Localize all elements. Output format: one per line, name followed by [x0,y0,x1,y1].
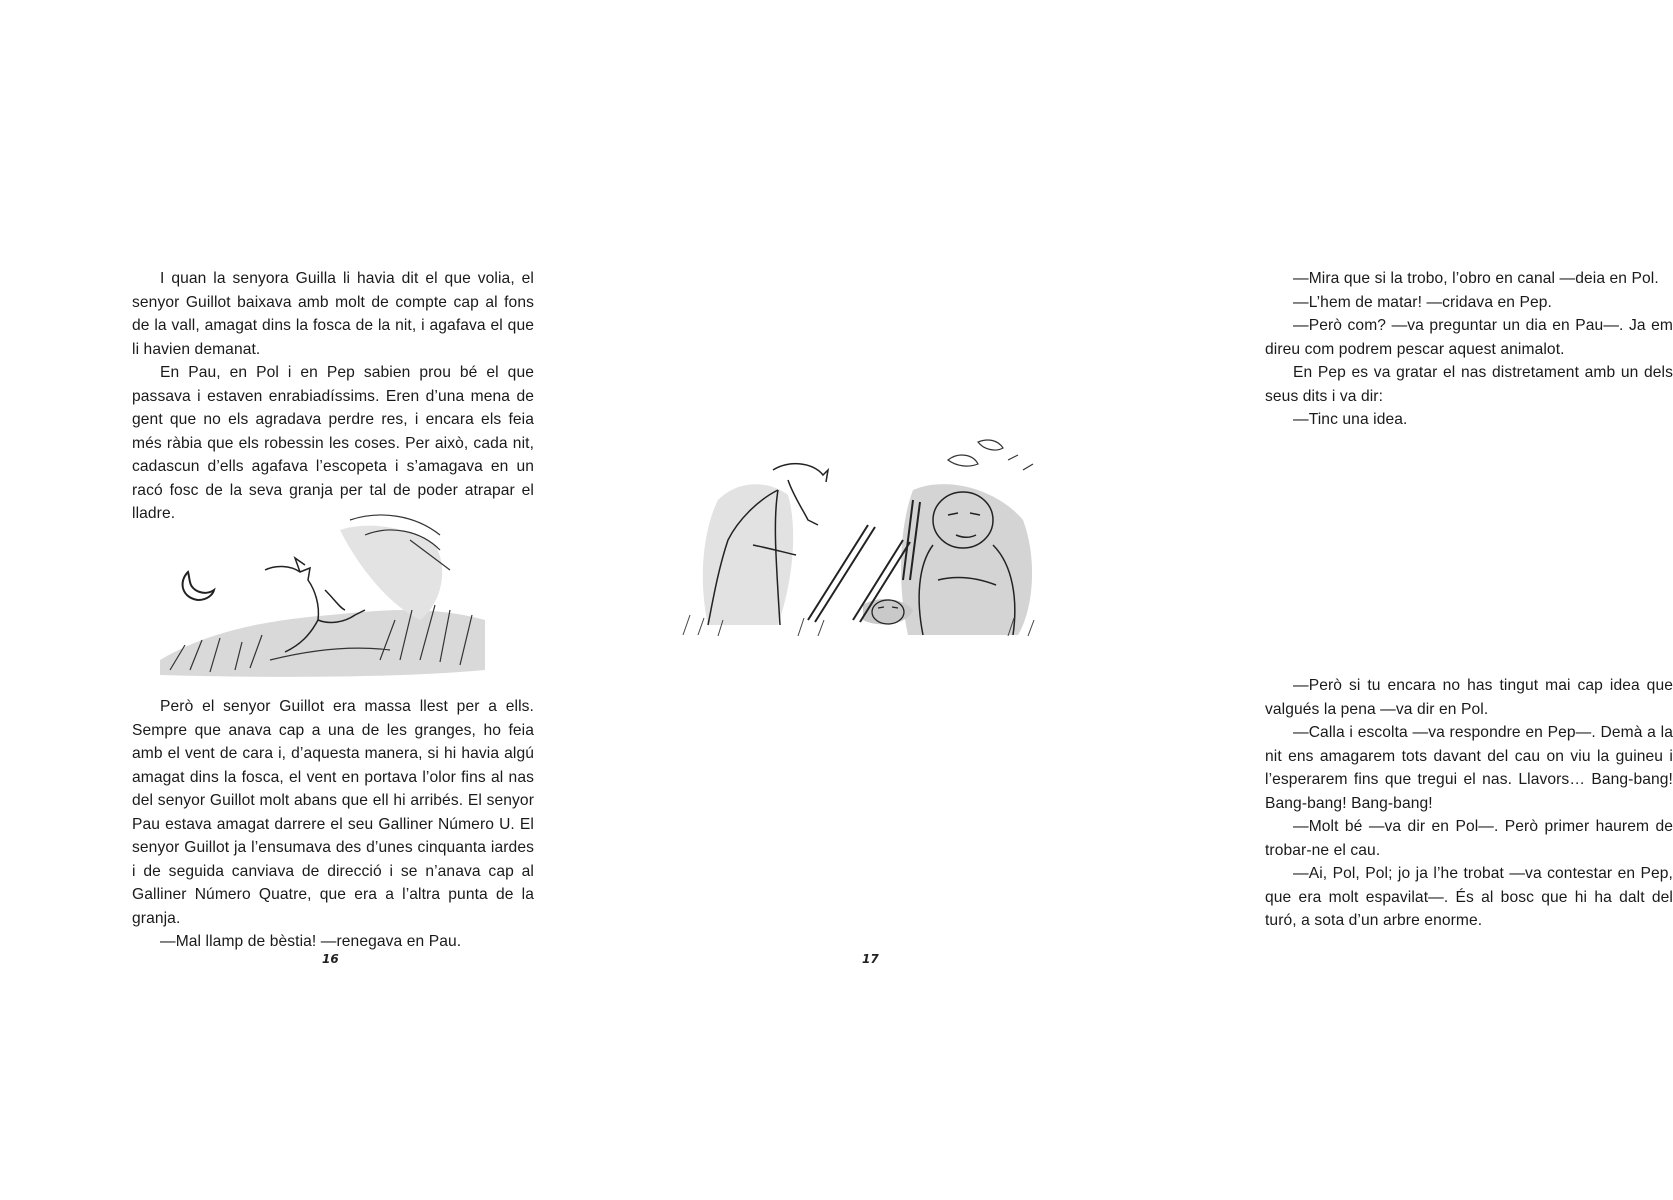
left-bottom-text [132,695,534,954]
paragraph: —Mira que si la trobo, l’obro en canal —deia en Pol. [1293,270,1659,287]
paragraph: —Però si tu encara no has tingut mai cap idea que valgués la pena —va dir en Pol. [1265,677,1673,718]
right-bottom-text [1265,674,1673,933]
page-number: 17 [862,952,879,966]
left-page [0,0,600,1200]
paragraph: —Calla i escolta —va respondre en Pep—. Demà a la nit ens amagarem tots davant del cau on viu la guineu i l’esperarem fins que tregui el nas. Llavors… Bang-bang! Bang-bang! Bang-bang! [1265,724,1673,812]
paragraph: —Molt bé —va dir en Pol—. Però primer haurem de trobar-ne el cau. [1265,818,1673,859]
farmers-illustration [678,430,1043,650]
fox-illustration [150,510,490,685]
paragraph: —Però com? —va preguntar un dia en Pau—. Ja em direu com podrem pescar aquest animalot. [1265,317,1673,358]
paragraph: —L’hem de matar! —cridava en Pep. [1293,293,1552,311]
left-top-text [132,267,534,526]
moon-icon [183,572,214,600]
paragraph: —Ai, Pol, Pol; jo ja l’he trobat —va contestar en Pep, que era molt espavilat—. És al bosc que hi ha dalt del turó, a sota d’un arbre enorme. [1265,865,1673,929]
paragraph: En Pau, en Pol i en Pep sabien prou bé el que passava i estaven enrabiadíssims. Eren d’una mena de gent que no els agradava perdre res, i encara els feia més ràbia que els robessin les coses. Per això, cada nit, cadascun d’ells agafava l’escopeta i s’amagava en un racó fosc de la seva granja per tal de poder atrapar el lladre. [132,364,534,522]
paragraph: Però el senyor Guillot era massa llest per a ells. Sempre que anava cap a una de les granges, ho feia amb el vent de cara i, d’aquesta manera, si hi havia algú amagat dins la fosca, el vent en portava l’olor fins al nas del senyor Guillot molt abans que ell hi arribés. El senyor Pau estava amagat darrere el seu Galliner Número U. El senyor Guillot ja l’ensumava des d’unes cinquanta iardes i de seguida canviava de direcció i se n’anava cap al Galliner Número Quatre, que era a l’altra punta de la granja. [132,698,534,927]
paragraph: En Pep es va gratar el nas distretament amb un dels seus dits i va dir: [1265,364,1673,405]
paragraph: I quan la senyora Guilla li havia dit el que volia, el senyor Guillot baixava amb molt de compte cap al fons de la vall, amagat dins la fosca de la nit, i agafava el que li havien demanat. [132,270,534,358]
paragraph: —Mal llamp de bèstia! —renegava en Pau. [160,933,462,950]
paragraph: —Tinc una idea. [1293,411,1408,428]
page-number: 16 [322,952,339,966]
right-top-text [1265,267,1673,432]
